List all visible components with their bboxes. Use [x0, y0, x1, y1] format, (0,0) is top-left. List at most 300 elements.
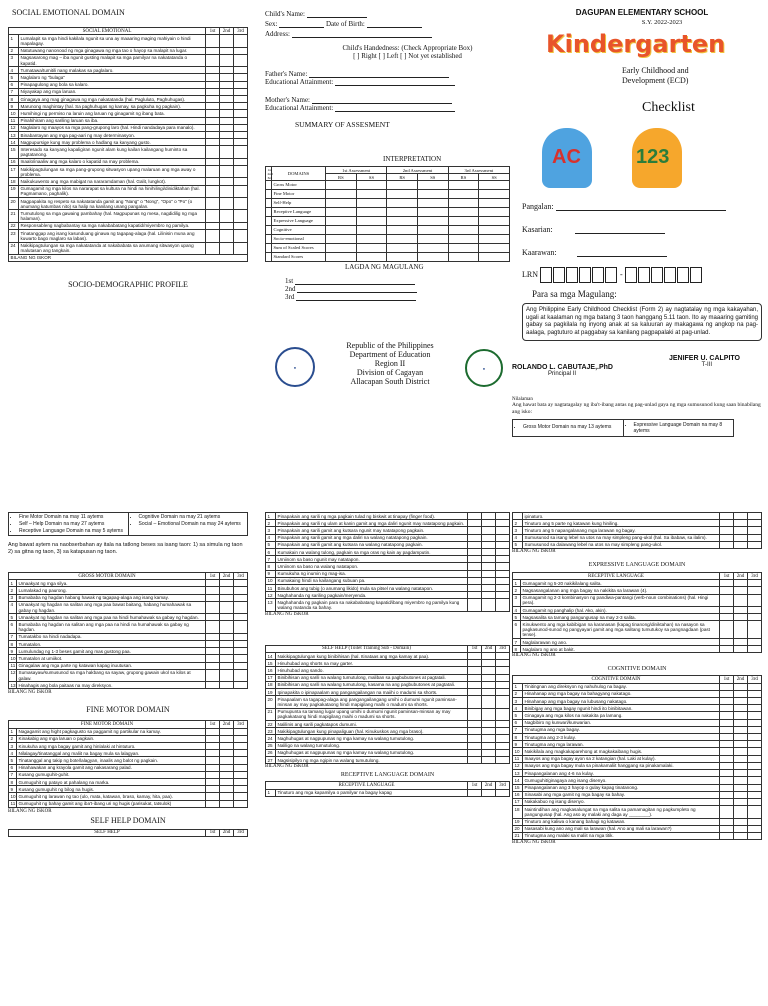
cell-3rd[interactable]	[496, 585, 510, 592]
cell-3rd[interactable]	[748, 777, 762, 784]
summary-score-cell[interactable]	[387, 217, 418, 226]
cell-1st[interactable]	[720, 705, 734, 712]
cell-3rd[interactable]	[234, 633, 248, 640]
cell-3rd[interactable]	[496, 513, 510, 520]
cell-2nd[interactable]	[734, 748, 748, 755]
cell-2nd[interactable]	[220, 641, 234, 648]
cell-1st[interactable]	[468, 674, 482, 681]
cell-2nd[interactable]	[220, 669, 234, 681]
cell-1st[interactable]	[720, 587, 734, 594]
cell-1st[interactable]	[206, 230, 220, 242]
cell-2nd[interactable]	[482, 541, 496, 548]
cell-2nd[interactable]	[220, 198, 234, 210]
cell-1st[interactable]	[468, 728, 482, 735]
summary-score-cell[interactable]	[387, 235, 418, 244]
cell-1st[interactable]	[720, 614, 734, 621]
cell-3rd[interactable]	[496, 556, 510, 563]
cell-3rd[interactable]	[496, 667, 510, 674]
cell-1st[interactable]	[206, 786, 220, 793]
cell-3rd[interactable]	[748, 791, 762, 798]
cell-1st[interactable]	[720, 825, 734, 832]
summary-score-cell[interactable]	[356, 199, 387, 208]
dob-field[interactable]	[367, 21, 422, 28]
cell-3rd[interactable]	[748, 520, 762, 527]
cell-2nd[interactable]	[220, 594, 234, 601]
summary-score-cell[interactable]	[417, 235, 448, 244]
cell-2nd[interactable]	[220, 35, 234, 47]
cell-2nd[interactable]	[734, 762, 748, 769]
summary-score-cell[interactable]	[326, 235, 357, 244]
cell-3rd[interactable]	[748, 798, 762, 805]
cell-3rd[interactable]	[496, 541, 510, 548]
summary-score-cell[interactable]	[417, 181, 448, 190]
summary-score-cell[interactable]	[479, 181, 510, 190]
summary-score-cell[interactable]	[479, 199, 510, 208]
cell-3rd[interactable]	[748, 818, 762, 825]
cell-1st[interactable]	[206, 132, 220, 139]
cell-3rd[interactable]	[748, 770, 762, 777]
cell-2nd[interactable]	[734, 698, 748, 705]
cell-3rd[interactable]	[496, 789, 510, 796]
cell-1st[interactable]	[206, 728, 220, 735]
cell-1st[interactable]	[206, 210, 220, 222]
cell-1st[interactable]	[468, 599, 482, 611]
cell-2nd[interactable]	[482, 689, 496, 696]
cell-2nd[interactable]	[220, 621, 234, 633]
summary-score-cell[interactable]	[356, 226, 387, 235]
cell-2nd[interactable]	[220, 743, 234, 750]
cell-2nd[interactable]	[482, 563, 496, 570]
cell-2nd[interactable]	[482, 660, 496, 667]
father-edu-field[interactable]	[335, 79, 455, 86]
cell-2nd[interactable]	[482, 721, 496, 728]
cell-2nd[interactable]	[734, 741, 748, 748]
cell-3rd[interactable]	[234, 47, 248, 54]
cell-3rd[interactable]	[496, 577, 510, 584]
cell-2nd[interactable]	[220, 655, 234, 662]
cell-3rd[interactable]	[496, 689, 510, 696]
cell-1st[interactable]	[206, 96, 220, 103]
cell-3rd[interactable]	[496, 660, 510, 667]
cell-1st[interactable]	[206, 757, 220, 764]
cell-1st[interactable]	[206, 750, 220, 757]
cell-1st[interactable]	[206, 648, 220, 655]
cell-2nd[interactable]	[734, 520, 748, 527]
cell-3rd[interactable]	[748, 806, 762, 818]
cell-3rd[interactable]	[748, 734, 762, 741]
cell-1st[interactable]	[206, 641, 220, 648]
cell-1st[interactable]	[720, 770, 734, 777]
cell-3rd[interactable]	[234, 117, 248, 124]
cell-3rd[interactable]	[748, 690, 762, 697]
cell-2nd[interactable]	[734, 621, 748, 639]
cell-3rd[interactable]	[234, 88, 248, 95]
summary-score-cell[interactable]	[479, 253, 510, 262]
cell-1st[interactable]	[720, 818, 734, 825]
cell-3rd[interactable]	[234, 222, 248, 229]
cell-3rd[interactable]	[234, 728, 248, 735]
cell-1st[interactable]	[720, 734, 734, 741]
cell-3rd[interactable]	[234, 587, 248, 594]
cell-1st[interactable]	[720, 698, 734, 705]
cell-2nd[interactable]	[482, 534, 496, 541]
cell-2nd[interactable]	[220, 779, 234, 786]
lagda-3-field[interactable]	[296, 294, 416, 301]
cell-2nd[interactable]	[734, 594, 748, 606]
cell-2nd[interactable]	[482, 667, 496, 674]
cell-2nd[interactable]	[220, 96, 234, 103]
summary-score-cell[interactable]	[479, 208, 510, 217]
cell-2nd[interactable]	[482, 513, 496, 520]
summary-score-cell[interactable]	[356, 235, 387, 244]
cell-3rd[interactable]	[234, 166, 248, 178]
cell-2nd[interactable]	[220, 81, 234, 88]
cell-3rd[interactable]	[496, 681, 510, 688]
cell-3rd[interactable]	[496, 749, 510, 756]
cell-2nd[interactable]	[734, 726, 748, 733]
cell-3rd[interactable]	[496, 549, 510, 556]
cell-1st[interactable]	[468, 667, 482, 674]
cell-3rd[interactable]	[234, 103, 248, 110]
cell-1st[interactable]	[720, 806, 734, 818]
cell-3rd[interactable]	[234, 662, 248, 669]
cell-2nd[interactable]	[220, 178, 234, 185]
cell-1st[interactable]	[468, 534, 482, 541]
cell-3rd[interactable]	[496, 674, 510, 681]
cell-1st[interactable]	[206, 67, 220, 74]
summary-score-cell[interactable]	[387, 181, 418, 190]
cell-3rd[interactable]	[234, 779, 248, 786]
cell-3rd[interactable]	[234, 735, 248, 742]
cell-3rd[interactable]	[496, 592, 510, 599]
summary-score-cell[interactable]	[448, 190, 479, 199]
cell-2nd[interactable]	[734, 734, 748, 741]
cell-1st[interactable]	[206, 242, 220, 254]
cell-3rd[interactable]	[234, 230, 248, 242]
summary-score-cell[interactable]	[417, 226, 448, 235]
cell-2nd[interactable]	[482, 681, 496, 688]
cell-1st[interactable]	[720, 712, 734, 719]
cell-2nd[interactable]	[220, 786, 234, 793]
handedness-options[interactable]: [ ] Right [ ] Left [ ] Not yet established	[353, 52, 462, 60]
cell-1st[interactable]	[206, 662, 220, 669]
cell-2nd[interactable]	[482, 549, 496, 556]
cell-1st[interactable]	[206, 682, 220, 689]
cell-3rd[interactable]	[234, 158, 248, 165]
cell-2nd[interactable]	[734, 806, 748, 818]
cell-1st[interactable]	[720, 534, 734, 541]
father-name-field[interactable]	[309, 71, 449, 78]
cell-2nd[interactable]	[220, 146, 234, 158]
cell-2nd[interactable]	[220, 728, 234, 735]
cell-2nd[interactable]	[220, 54, 234, 66]
summary-score-cell[interactable]	[356, 190, 387, 199]
cell-1st[interactable]	[206, 764, 220, 771]
cell-1st[interactable]	[720, 646, 734, 653]
cell-3rd[interactable]	[234, 614, 248, 621]
lrn-boxes[interactable]: -	[540, 270, 703, 279]
cell-3rd[interactable]	[234, 146, 248, 158]
cell-2nd[interactable]	[734, 683, 748, 690]
cell-1st[interactable]	[206, 124, 220, 131]
cell-1st[interactable]	[206, 81, 220, 88]
cell-3rd[interactable]	[234, 110, 248, 117]
cell-3rd[interactable]	[496, 735, 510, 742]
cell-2nd[interactable]	[734, 639, 748, 646]
summary-score-cell[interactable]	[479, 226, 510, 235]
cell-2nd[interactable]	[220, 587, 234, 594]
cell-1st[interactable]	[206, 88, 220, 95]
cell-2nd[interactable]	[734, 719, 748, 726]
cell-2nd[interactable]	[482, 520, 496, 527]
cell-3rd[interactable]	[748, 726, 762, 733]
cell-1st[interactable]	[206, 655, 220, 662]
cell-1st[interactable]	[720, 726, 734, 733]
pangalan-field[interactable]	[556, 204, 726, 211]
cell-3rd[interactable]	[234, 601, 248, 613]
cell-3rd[interactable]	[748, 762, 762, 769]
cell-3rd[interactable]	[496, 757, 510, 764]
cell-2nd[interactable]	[220, 185, 234, 197]
cell-2nd[interactable]	[220, 158, 234, 165]
cell-3rd[interactable]	[748, 527, 762, 534]
summary-score-cell[interactable]	[448, 235, 479, 244]
cell-1st[interactable]	[468, 696, 482, 708]
cell-3rd[interactable]	[234, 124, 248, 131]
mother-name-field[interactable]	[312, 97, 452, 104]
summary-score-cell[interactable]	[326, 199, 357, 208]
cell-3rd[interactable]	[234, 74, 248, 81]
cell-3rd[interactable]	[234, 764, 248, 771]
kasarian-field[interactable]	[575, 227, 665, 234]
cell-2nd[interactable]	[734, 705, 748, 712]
summary-score-cell[interactable]	[448, 181, 479, 190]
cell-3rd[interactable]	[496, 653, 510, 660]
cell-1st[interactable]	[720, 762, 734, 769]
cell-1st[interactable]	[720, 741, 734, 748]
cell-2nd[interactable]	[734, 825, 748, 832]
summary-score-cell[interactable]	[356, 244, 387, 253]
cell-2nd[interactable]	[220, 800, 234, 807]
cell-3rd[interactable]	[496, 570, 510, 577]
summary-score-cell[interactable]	[479, 244, 510, 253]
cell-1st[interactable]	[720, 832, 734, 839]
cell-2nd[interactable]	[482, 599, 496, 611]
cell-3rd[interactable]	[496, 527, 510, 534]
cell-1st[interactable]	[206, 614, 220, 621]
cell-1st[interactable]	[720, 621, 734, 639]
cell-3rd[interactable]	[748, 607, 762, 614]
summary-score-cell[interactable]	[326, 181, 357, 190]
cell-3rd[interactable]	[496, 742, 510, 749]
cell-3rd[interactable]	[748, 832, 762, 839]
cell-1st[interactable]	[206, 735, 220, 742]
cell-1st[interactable]	[720, 541, 734, 548]
child-name-field[interactable]	[307, 11, 367, 18]
cell-3rd[interactable]	[748, 712, 762, 719]
cell-2nd[interactable]	[220, 110, 234, 117]
summary-score-cell[interactable]	[326, 244, 357, 253]
cell-1st[interactable]	[720, 607, 734, 614]
cell-2nd[interactable]	[220, 242, 234, 254]
cell-1st[interactable]	[720, 527, 734, 534]
cell-2nd[interactable]	[220, 601, 234, 613]
summary-score-cell[interactable]	[387, 244, 418, 253]
cell-1st[interactable]	[468, 708, 482, 720]
summary-score-cell[interactable]	[356, 217, 387, 226]
cell-3rd[interactable]	[496, 708, 510, 720]
cell-2nd[interactable]	[220, 103, 234, 110]
summary-score-cell[interactable]	[417, 253, 448, 262]
cell-1st[interactable]	[206, 110, 220, 117]
cell-1st[interactable]	[206, 47, 220, 54]
cell-3rd[interactable]	[748, 825, 762, 832]
cell-2nd[interactable]	[220, 633, 234, 640]
cell-3rd[interactable]	[234, 786, 248, 793]
cell-1st[interactable]	[468, 735, 482, 742]
cell-1st[interactable]	[720, 639, 734, 646]
cell-1st[interactable]	[720, 683, 734, 690]
cell-1st[interactable]	[206, 594, 220, 601]
cell-1st[interactable]	[720, 513, 734, 520]
cell-2nd[interactable]	[220, 614, 234, 621]
cell-1st[interactable]	[206, 146, 220, 158]
cell-2nd[interactable]	[220, 230, 234, 242]
cell-2nd[interactable]	[482, 674, 496, 681]
cell-1st[interactable]	[468, 570, 482, 577]
cell-1st[interactable]	[468, 541, 482, 548]
address-field[interactable]	[292, 31, 432, 38]
cell-1st[interactable]	[468, 527, 482, 534]
cell-2nd[interactable]	[220, 757, 234, 764]
cell-1st[interactable]	[206, 580, 220, 587]
cell-2nd[interactable]	[482, 742, 496, 749]
cell-2nd[interactable]	[220, 764, 234, 771]
cell-3rd[interactable]	[496, 563, 510, 570]
cell-2nd[interactable]	[220, 88, 234, 95]
cell-3rd[interactable]	[234, 185, 248, 197]
cell-2nd[interactable]	[734, 587, 748, 594]
cell-2nd[interactable]	[482, 696, 496, 708]
cell-2nd[interactable]	[220, 222, 234, 229]
cell-2nd[interactable]	[734, 534, 748, 541]
summary-score-cell[interactable]	[448, 208, 479, 217]
cell-3rd[interactable]	[234, 621, 248, 633]
cell-2nd[interactable]	[734, 791, 748, 798]
cell-3rd[interactable]	[496, 599, 510, 611]
cell-2nd[interactable]	[734, 690, 748, 697]
cell-1st[interactable]	[206, 166, 220, 178]
cell-1st[interactable]	[206, 800, 220, 807]
cell-1st[interactable]	[468, 585, 482, 592]
summary-score-cell[interactable]	[326, 208, 357, 217]
cell-1st[interactable]	[468, 721, 482, 728]
cell-2nd[interactable]	[220, 47, 234, 54]
cell-3rd[interactable]	[748, 698, 762, 705]
cell-1st[interactable]	[206, 178, 220, 185]
cell-1st[interactable]	[468, 757, 482, 764]
cell-2nd[interactable]	[482, 585, 496, 592]
summary-score-cell[interactable]	[448, 217, 479, 226]
summary-score-cell[interactable]	[417, 190, 448, 199]
cell-3rd[interactable]	[234, 757, 248, 764]
cell-2nd[interactable]	[734, 755, 748, 762]
cell-3rd[interactable]	[234, 139, 248, 146]
cell-3rd[interactable]	[234, 210, 248, 222]
cell-2nd[interactable]	[734, 770, 748, 777]
cell-3rd[interactable]	[234, 594, 248, 601]
summary-score-cell[interactable]	[326, 217, 357, 226]
cell-3rd[interactable]	[748, 587, 762, 594]
cell-2nd[interactable]	[220, 662, 234, 669]
cell-1st[interactable]	[206, 74, 220, 81]
cell-3rd[interactable]	[748, 755, 762, 762]
cell-2nd[interactable]	[482, 577, 496, 584]
cell-3rd[interactable]	[748, 683, 762, 690]
cell-1st[interactable]	[206, 103, 220, 110]
summary-score-cell[interactable]	[326, 226, 357, 235]
cell-2nd[interactable]	[734, 527, 748, 534]
cell-3rd[interactable]	[748, 719, 762, 726]
cell-1st[interactable]	[206, 669, 220, 681]
cell-1st[interactable]	[720, 594, 734, 606]
cell-3rd[interactable]	[748, 741, 762, 748]
cell-1st[interactable]	[468, 689, 482, 696]
cell-1st[interactable]	[468, 513, 482, 520]
cell-3rd[interactable]	[234, 178, 248, 185]
summary-score-cell[interactable]	[448, 244, 479, 253]
cell-1st[interactable]	[206, 779, 220, 786]
cell-3rd[interactable]	[234, 54, 248, 66]
cell-1st[interactable]	[468, 681, 482, 688]
cell-2nd[interactable]	[220, 580, 234, 587]
cell-1st[interactable]	[206, 621, 220, 633]
cell-2nd[interactable]	[734, 541, 748, 548]
cell-2nd[interactable]	[482, 735, 496, 742]
cell-2nd[interactable]	[734, 513, 748, 520]
cell-2nd[interactable]	[734, 784, 748, 791]
cell-2nd[interactable]	[220, 793, 234, 800]
summary-score-cell[interactable]	[387, 208, 418, 217]
cell-2nd[interactable]	[734, 646, 748, 653]
cell-1st[interactable]	[206, 117, 220, 124]
sex-field[interactable]	[279, 21, 324, 28]
cell-3rd[interactable]	[234, 580, 248, 587]
cell-1st[interactable]	[468, 653, 482, 660]
cell-3rd[interactable]	[234, 242, 248, 254]
cell-2nd[interactable]	[220, 139, 234, 146]
cell-2nd[interactable]	[734, 832, 748, 839]
kaarawan-field[interactable]	[577, 250, 667, 257]
cell-3rd[interactable]	[748, 621, 762, 639]
cell-3rd[interactable]	[748, 639, 762, 646]
cell-2nd[interactable]	[482, 527, 496, 534]
summary-score-cell[interactable]	[479, 235, 510, 244]
summary-score-cell[interactable]	[479, 217, 510, 226]
cell-3rd[interactable]	[234, 132, 248, 139]
cell-1st[interactable]	[468, 563, 482, 570]
cell-2nd[interactable]	[482, 789, 496, 796]
cell-2nd[interactable]	[220, 210, 234, 222]
cell-1st[interactable]	[206, 158, 220, 165]
cell-2nd[interactable]	[220, 74, 234, 81]
cell-1st[interactable]	[468, 592, 482, 599]
cell-3rd[interactable]	[234, 67, 248, 74]
cell-1st[interactable]	[206, 771, 220, 778]
summary-score-cell[interactable]	[417, 208, 448, 217]
summary-score-cell[interactable]	[387, 199, 418, 208]
cell-2nd[interactable]	[220, 771, 234, 778]
